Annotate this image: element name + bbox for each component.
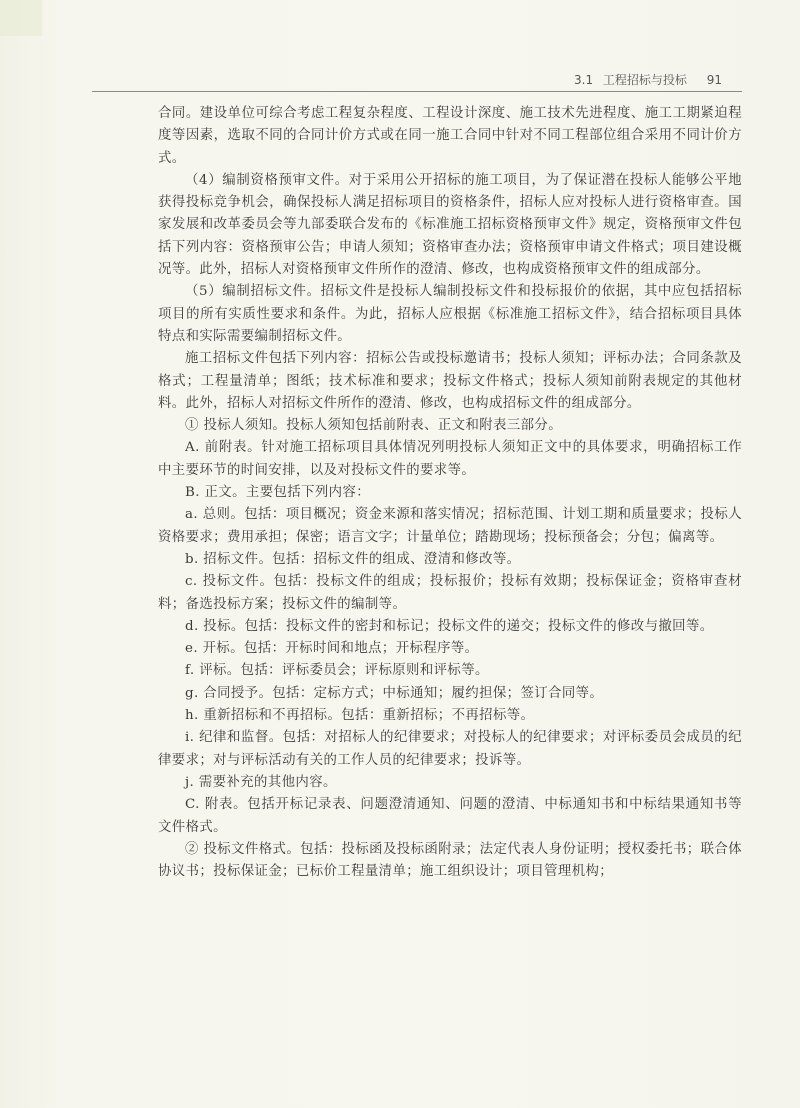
- paragraph: ① 投标人须知。投标人须知包括前附表、正文和附表三部分。: [185, 418, 563, 434]
- paragraph: f. 评标。包括：评标委员会；评标原则和评标等。: [185, 663, 489, 679]
- section-title: 工程招标与投标: [602, 73, 687, 87]
- paragraph: j. 需要补充的其他内容。: [185, 774, 337, 790]
- paragraph: i. 纪律和监督。包括：对招标人的纪律要求；对投标人的纪律要求；对评标委员会成员的纪律要求；对与评标活动有关的工作人员的纪律要求；投诉等。: [158, 730, 742, 768]
- page-number: 91: [706, 73, 723, 87]
- header-rule: [92, 91, 742, 92]
- paragraph: 合同。建设单位可综合考虑工程复杂程度、工程设计深度、施工技术先进程度、施工工期紧迫程度等因素，选取不同的合同计价方式或在同一施工合同中针对不同工程部位组合采用不同计价方式。: [158, 106, 742, 166]
- paragraph: ② 投标文件格式。包括：投标函及投标函附录；法定代表人身份证明；授权委托书；联合体协议书；投标保证金；已标价工程量清单；施工组织设计；项目管理机构；: [158, 841, 742, 880]
- paragraph: b. 招标文件。包括：招标文件的组成、澄清和修改等。: [185, 551, 521, 567]
- paragraph: g. 合同授予。包括：定标方式；中标通知；履约担保；签订合同等。: [185, 685, 604, 701]
- paragraph: 施工招标文件包括下列内容：招标公告或投标邀请书；投标人须知；评标办法；合同条款及格式；工程量清单；图纸；技术标准和要求；投标文件格式；投标人须知前附表规定的其他材料。此外，招标人对招标文件所作的澄清、修改，也构成招标文件的组成部分。: [158, 351, 742, 411]
- paragraph: A. 前附表。针对施工招标项目具体情况列明投标人须知正文中的具体要求，明确招标工作中主要环节的时间安排，以及对投标文件的要求等。: [158, 440, 742, 478]
- paragraph: h. 重新招标和不再招标。包括：重新招标；不再招标等。: [185, 708, 535, 724]
- paragraph: C. 附表。包括开标记录表、问题澄清通知、问题的澄清、中标通知书和中标结果通知书等文件格式。: [158, 797, 742, 835]
- section-number: 3.1: [574, 73, 594, 87]
- running-head: [574, 71, 744, 91]
- paragraph: c. 投标文件。包括：投标文件的组成；投标报价；投标有效期；投标保证金；资格审查材料；备选投标方案；投标文件的编制等。: [158, 574, 742, 612]
- body-text: [158, 103, 742, 883]
- paragraph: d. 投标。包括：投标文件的密封和标记；投标文件的递交；投标文件的修改与撤回等。: [185, 618, 714, 634]
- paragraph: e. 开标。包括：开标时间和地点；开标程序等。: [185, 641, 479, 657]
- paragraph: a. 总则。包括：项目概况；资金来源和落实情况；招标范围、计划工期和质量要求；投标人资格要求；费用承担；保密；语言文字；计量单位；踏勘现场；投标预备会；分包；偏离等。: [158, 507, 742, 545]
- paragraph: （5）编制招标文件。招标文件是投标人编制投标文件和投标报价的依据，其中应包括招标项目的所有实质性要求和条件。为此，招标人应根据《标准施工招标文件》，结合招标项目具体特点和实际需要编制招标文件。: [158, 284, 742, 344]
- paragraph: B. 正文。主要包括下列内容：: [185, 485, 371, 501]
- paragraph: （4）编制资格预审文件。对于采用公开招标的施工项目，为了保证潜在投标人能够公平地获得投标竞争机会，确保投标人满足招标项目的资格条件，招标人应对投标人进行资格审查。国家发展和改革委员会等九部委联合发布的《标准施工招标资格预审文件》规定，资格预审文件包括下列内容：资格预审公告；申请人须知；资格审查办法；资格预审申请文件格式；项目建设概况等。此外，招标人对资格预审文件所作的澄清、修改，也构成资格预审文件的组成部分。: [158, 172, 742, 278]
- corner-mark: [0, 0, 42, 36]
